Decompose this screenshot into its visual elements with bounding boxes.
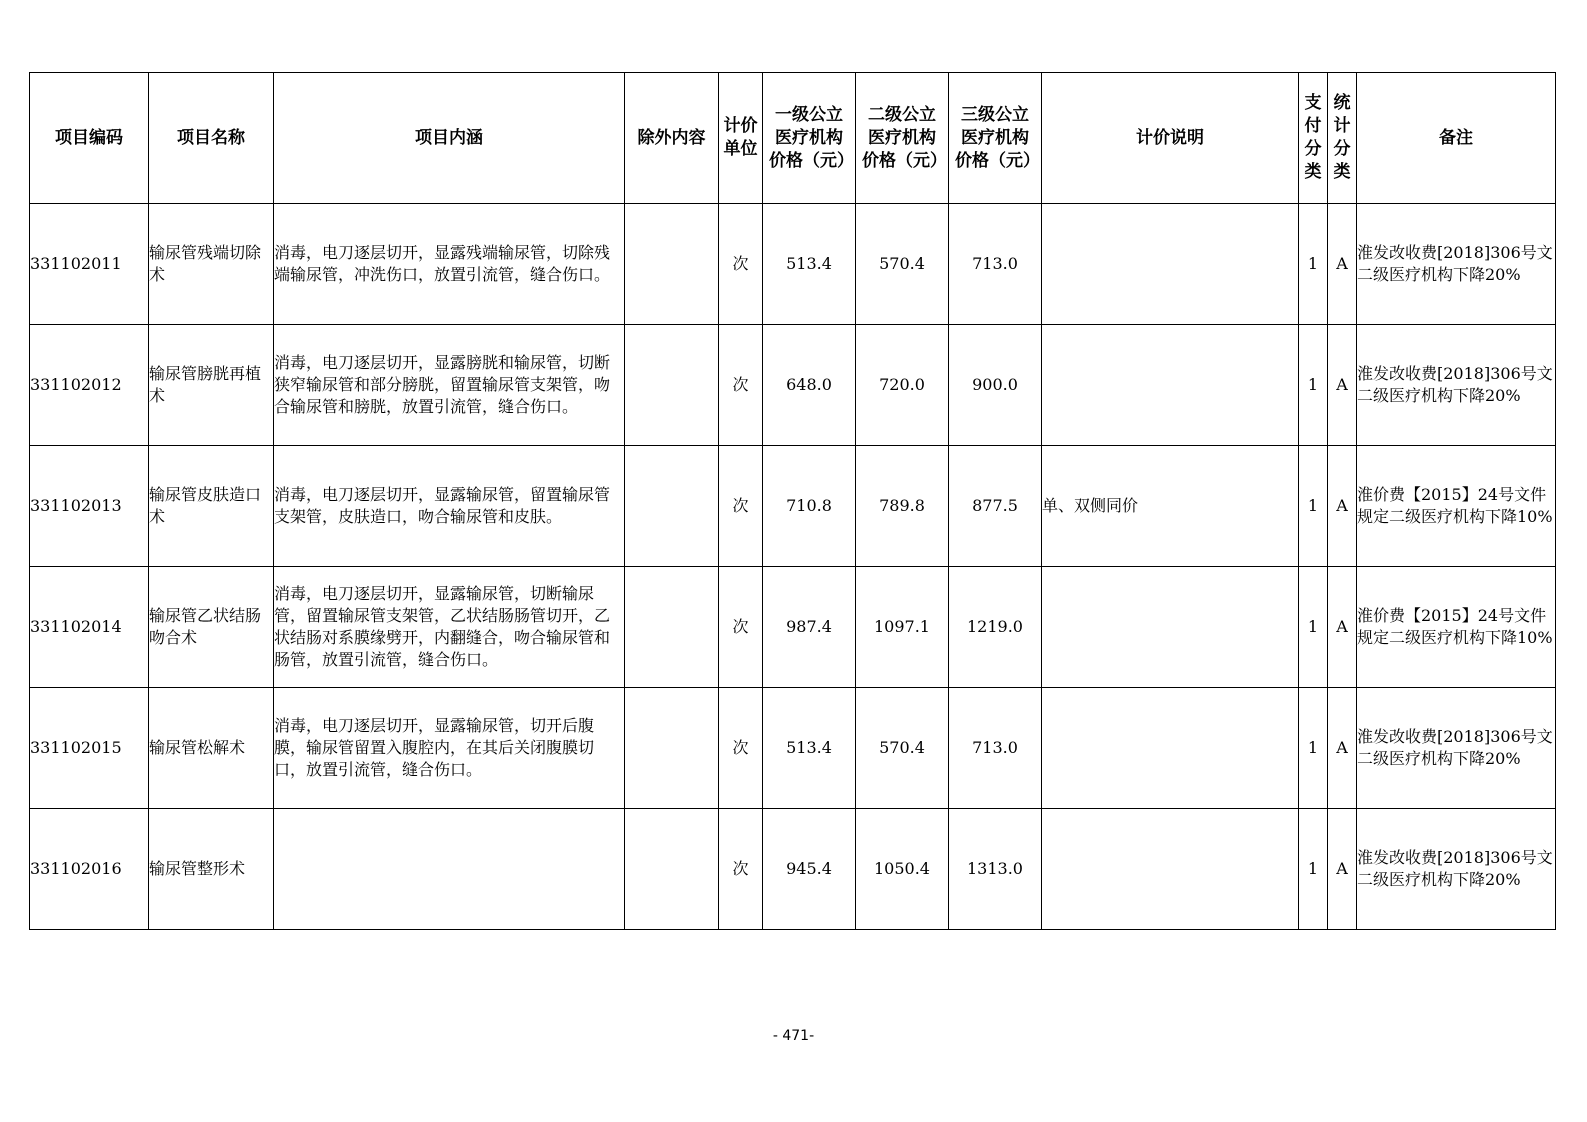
cell-code: 331102015 — [30, 688, 149, 809]
cell-note: 淮发改收费[2018]306号文二级医疗机构下降20% — [1357, 204, 1556, 325]
header-level1-label: 一级公立医疗机构价格（元） — [769, 104, 854, 171]
table-row — [30, 688, 1556, 809]
cell-level1-price: 987.4 — [763, 567, 856, 688]
header-content: 项目内涵 — [274, 73, 625, 204]
cell-exclusion — [625, 204, 719, 325]
cell-content: 消毒，电刀逐层切开，显露膀胱和输尿管，切断狭窄输尿管和部分膀胱，留置输尿管支架管，吻合输尿管和膀胱，放置引流管，缝合伤口。 — [274, 325, 625, 446]
cell-level1-price: 513.4 — [763, 204, 856, 325]
cell-unit: 次 — [719, 204, 763, 325]
cell-exclusion — [625, 567, 719, 688]
header-level1 — [763, 73, 856, 204]
cell-level2-price: 1097.1 — [856, 567, 949, 688]
cell-level3-price: 713.0 — [949, 204, 1042, 325]
header-stat-class — [1328, 73, 1357, 204]
cell-explanation — [1042, 204, 1299, 325]
cell-exclusion — [625, 688, 719, 809]
cell-name: 输尿管松解术 — [149, 688, 274, 809]
cell-name: 输尿管乙状结肠吻合术 — [149, 567, 274, 688]
table-row — [30, 809, 1556, 930]
cell-note: 淮发改收费[2018]306号文二级医疗机构下降20% — [1357, 688, 1556, 809]
header-level2-label: 二级公立医疗机构价格（元） — [862, 104, 947, 171]
cell-note: 淮价费【2015】24号文件规定二级医疗机构下降10% — [1357, 567, 1556, 688]
cell-stat-class: A — [1328, 809, 1357, 930]
header-unit — [719, 73, 763, 204]
cell-explanation — [1042, 688, 1299, 809]
cell-note: 淮价费【2015】24号文件规定二级医疗机构下降10% — [1357, 446, 1556, 567]
cell-note: 淮发改收费[2018]306号文二级医疗机构下降20% — [1357, 325, 1556, 446]
header-exclusion: 除外内容 — [625, 73, 719, 204]
cell-code: 331102014 — [30, 567, 149, 688]
cell-level3-price: 877.5 — [949, 446, 1042, 567]
table-row — [30, 325, 1556, 446]
cell-level3-price: 1219.0 — [949, 567, 1042, 688]
price-table — [29, 72, 1556, 930]
cell-code: 331102013 — [30, 446, 149, 567]
cell-explanation: 单、双侧同价 — [1042, 446, 1299, 567]
cell-content — [274, 809, 625, 930]
cell-stat-class: A — [1328, 688, 1357, 809]
cell-stat-class: A — [1328, 325, 1357, 446]
cell-pay-class: 1 — [1299, 446, 1328, 567]
cell-content: 消毒，电刀逐层切开，显露输尿管，切开后腹膜，输尿管留置入腹腔内，在其后关闭腹膜切口，放置引流管，缝合伤口。 — [274, 688, 625, 809]
cell-level2-price: 570.4 — [856, 688, 949, 809]
cell-name: 输尿管皮肤造口术 — [149, 446, 274, 567]
cell-level3-price: 713.0 — [949, 688, 1042, 809]
cell-explanation — [1042, 809, 1299, 930]
cell-unit: 次 — [719, 446, 763, 567]
cell-unit: 次 — [719, 688, 763, 809]
cell-explanation — [1042, 567, 1299, 688]
cell-pay-class: 1 — [1299, 325, 1328, 446]
cell-exclusion — [625, 809, 719, 930]
cell-content: 消毒，电刀逐层切开，显露输尿管，留置输尿管支架管，皮肤造口，吻合输尿管和皮肤。 — [274, 446, 625, 567]
header-pay-class — [1299, 73, 1328, 204]
cell-level3-price: 1313.0 — [949, 809, 1042, 930]
header-note: 备注 — [1357, 73, 1556, 204]
cell-pay-class: 1 — [1299, 567, 1328, 688]
cell-code: 331102012 — [30, 325, 149, 446]
cell-name: 输尿管整形术 — [149, 809, 274, 930]
cell-content: 消毒，电刀逐层切开，显露输尿管，切断输尿管，留置输尿管支架管，乙状结肠肠管切开，乙状结肠对系膜缘劈开，内翻缝合，吻合输尿管和肠管，放置引流管，缝合伤口。 — [274, 567, 625, 688]
cell-level1-price: 513.4 — [763, 688, 856, 809]
header-level2 — [856, 73, 949, 204]
cell-level2-price: 570.4 — [856, 204, 949, 325]
cell-note: 淮发改收费[2018]306号文二级医疗机构下降20% — [1357, 809, 1556, 930]
table-row — [30, 204, 1556, 325]
cell-exclusion — [625, 446, 719, 567]
table-row — [30, 446, 1556, 567]
cell-level2-price: 1050.4 — [856, 809, 949, 930]
cell-exclusion — [625, 325, 719, 446]
cell-unit: 次 — [719, 325, 763, 446]
cell-level1-price: 945.4 — [763, 809, 856, 930]
cell-name: 输尿管膀胱再植术 — [149, 325, 274, 446]
cell-level3-price: 900.0 — [949, 325, 1042, 446]
cell-code: 331102011 — [30, 204, 149, 325]
cell-stat-class: A — [1328, 446, 1357, 567]
cell-level2-price: 720.0 — [856, 325, 949, 446]
cell-level2-price: 789.8 — [856, 446, 949, 567]
cell-name: 输尿管残端切除术 — [149, 204, 274, 325]
header-explanation: 计价说明 — [1042, 73, 1299, 204]
header-name: 项目名称 — [149, 73, 274, 204]
cell-level1-price: 710.8 — [763, 446, 856, 567]
header-level3 — [949, 73, 1042, 204]
page-number: - 471- — [772, 1028, 815, 1044]
header-code: 项目编码 — [30, 73, 149, 204]
cell-pay-class: 1 — [1299, 809, 1328, 930]
cell-stat-class: A — [1328, 567, 1357, 688]
cell-pay-class: 1 — [1299, 688, 1328, 809]
header-row — [30, 73, 1556, 204]
header-pay-class-label: 支付分类 — [1304, 93, 1322, 182]
cell-pay-class: 1 — [1299, 204, 1328, 325]
cell-content: 消毒，电刀逐层切开，显露残端输尿管，切除残端输尿管，冲洗伤口，放置引流管，缝合伤口。 — [274, 204, 625, 325]
cell-stat-class: A — [1328, 204, 1357, 325]
table-row — [30, 567, 1556, 688]
cell-unit: 次 — [719, 567, 763, 688]
header-level3-label: 三级公立医疗机构价格（元） — [955, 104, 1040, 171]
header-stat-class-label: 统计分类 — [1333, 93, 1351, 182]
header-unit-label: 计价单位 — [723, 116, 758, 159]
cell-explanation — [1042, 325, 1299, 446]
cell-unit: 次 — [719, 809, 763, 930]
cell-code: 331102016 — [30, 809, 149, 930]
cell-level1-price: 648.0 — [763, 325, 856, 446]
